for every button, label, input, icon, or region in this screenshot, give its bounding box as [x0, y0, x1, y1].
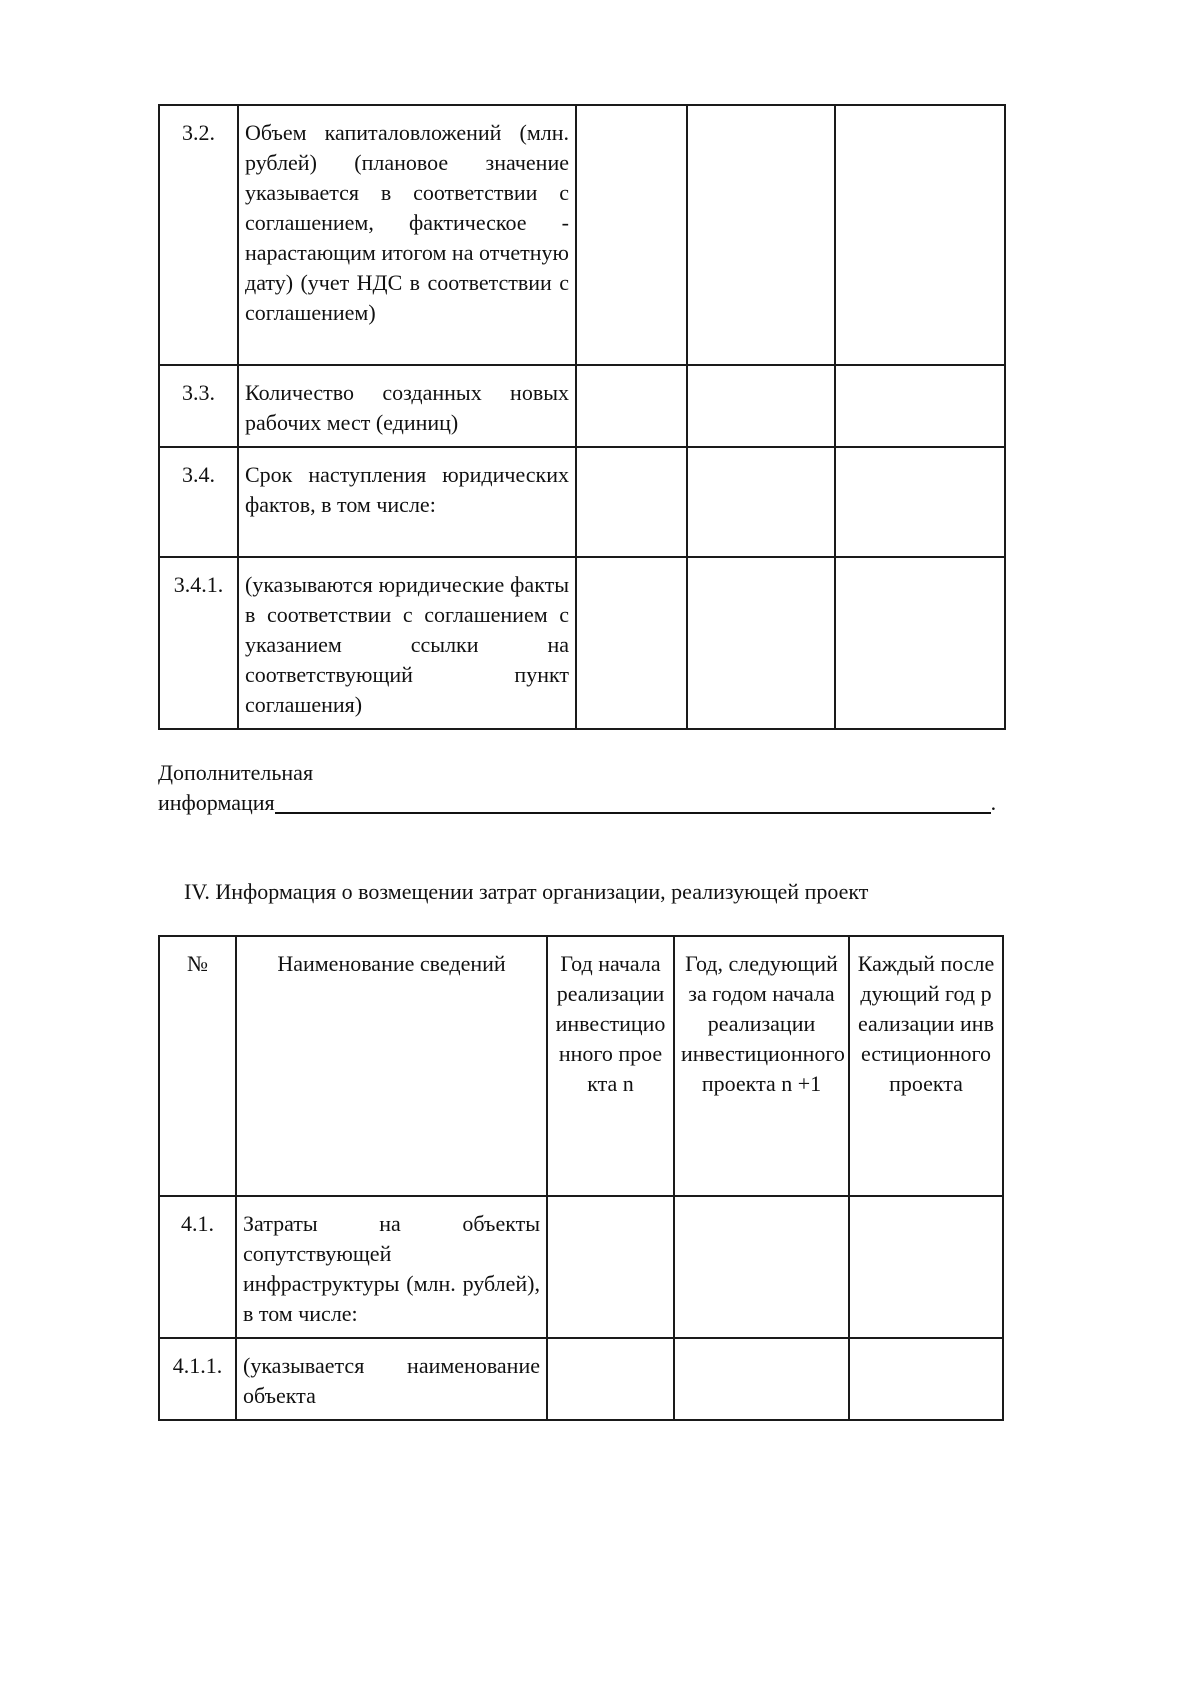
header-year-start: Год начала реализации инвестиционного проекта n: [547, 936, 674, 1196]
value-cell: [849, 1196, 1003, 1338]
additional-info: [158, 758, 1028, 818]
value-cell: [687, 557, 835, 729]
table-row: [159, 105, 1005, 365]
additional-info-end: .: [990, 790, 997, 815]
row-description: Затраты на объекты сопутствующей инфраструктуры (млн. рублей), в том числе:: [236, 1196, 547, 1338]
additional-info-label-2: информация: [158, 790, 275, 815]
value-cell: [576, 365, 687, 447]
value-cell: [576, 557, 687, 729]
header-year-next: Год, следующий за годом начала реализации инвестиционного проекта n +1: [674, 936, 849, 1196]
row-description: (указывается наименование объекта: [236, 1338, 547, 1420]
header-name: Наименование сведений: [236, 936, 547, 1196]
value-cell: [835, 557, 1005, 729]
value-cell: [835, 365, 1005, 447]
table-row: [159, 365, 1005, 447]
row-number: 3.4.1.: [159, 557, 238, 729]
table-row: [159, 557, 1005, 729]
row-number: 3.3.: [159, 365, 238, 447]
table-row: [159, 1338, 1003, 1420]
value-cell: [687, 365, 835, 447]
value-cell: [687, 105, 835, 365]
table-row: [159, 1196, 1003, 1338]
value-cell: [547, 1196, 674, 1338]
section-iv-title: IV. Информация о возмещении затрат организации, реализующей проект: [184, 879, 869, 904]
row-number: 4.1.: [159, 1196, 236, 1338]
row-description: (указываются юридические факты в соответствии с соглашением с указанием ссылки на соответствующий пункт соглашения): [238, 557, 576, 729]
value-cell: [835, 105, 1005, 365]
row-number: 3.4.: [159, 447, 238, 557]
value-cell: [674, 1338, 849, 1420]
row-number: 3.2.: [159, 105, 238, 365]
row-description: Количество созданных новых рабочих мест (единиц): [238, 365, 576, 447]
value-cell: [576, 105, 687, 365]
row-number: 4.1.1.: [159, 1338, 236, 1420]
table-header-row: [159, 936, 1003, 1196]
value-cell: [547, 1338, 674, 1420]
investment-indicators-table: [158, 104, 1006, 730]
table-row: [159, 447, 1005, 557]
value-cell: [849, 1338, 1003, 1420]
header-number: №: [159, 936, 236, 1196]
value-cell: [674, 1196, 849, 1338]
value-cell: [835, 447, 1005, 557]
cost-reimbursement-table: [158, 935, 1004, 1421]
additional-info-label-1: Дополнительная: [158, 760, 314, 785]
additional-info-fill-line: [275, 790, 991, 814]
header-year-each: Каждый последующий год реализации инвестиционного проекта: [849, 936, 1003, 1196]
row-description: Объем капиталовложений (млн. рублей) (плановое значение указывается в соответствии с соглашением, фактическое - нарастающим итогом на отчетную дату) (учет НДС в соответствии с соглашением): [238, 105, 576, 365]
value-cell: [687, 447, 835, 557]
value-cell: [576, 447, 687, 557]
row-description: Срок наступления юридических фактов, в том числе:: [238, 447, 576, 557]
